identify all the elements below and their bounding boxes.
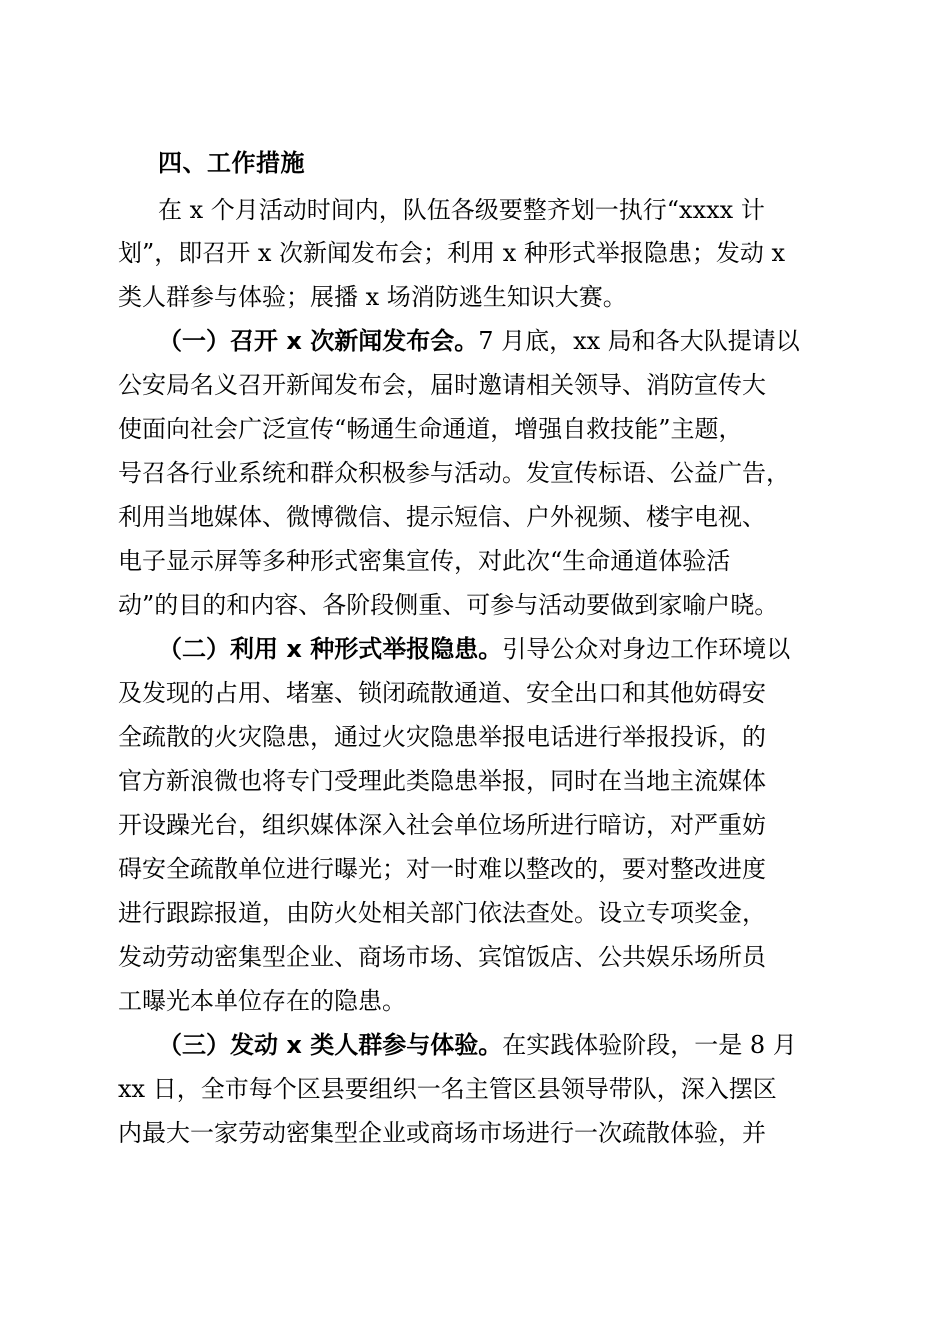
section2-first-line bbox=[158, 634, 790, 664]
paragraph-line: 号召各行业系统和群众积极参与活动。发宣传标语、公益广告， bbox=[118, 459, 790, 487]
paragraph-line: 工曝光本单位存在的隐患。 bbox=[118, 987, 406, 1015]
section3-first-line bbox=[158, 1030, 797, 1060]
paragraph-line: 发动劳动密集型企业、商场市场、宾馆饭店、公共娱乐场所员 bbox=[118, 943, 766, 971]
paragraph-line: 划”，即召开 x 次新闻发布会；利用 x 种形式举报隐患；发动 x bbox=[118, 239, 786, 267]
paragraph-line: 碍安全疏散单位进行曝光；对一时难以整改的，要对整改进度 bbox=[118, 855, 766, 883]
paragraph-line: 利用当地媒体、微博微信、提示短信、户外视频、楼宇电视、 bbox=[118, 503, 766, 531]
paragraph-line: 全疏散的火灾隐患，通过火灾隐患举报电话进行举报投诉，的 bbox=[118, 723, 766, 751]
section1-first-line bbox=[158, 326, 800, 356]
paragraph-line: 开设躁光台，组织媒体深入社会单位场所进行暗访，对严重妨 bbox=[118, 811, 766, 839]
paragraph-line: 公安局名义召开新闻发布会，届时邀请相关领导、消防宣传大 bbox=[118, 371, 766, 399]
paragraph-line: 及发现的占用、堵塞、锁闭疏散通道、安全出口和其他妨碍安 bbox=[118, 679, 766, 707]
section-heading: 四、工作措施 bbox=[158, 149, 305, 177]
paragraph-line: 进行跟踪报道，由防火处相关部门依法查处。设立专项奖金， bbox=[118, 899, 766, 927]
paragraph-line: xx 日，全市每个区县要组织一名主管区县领导带队，深入摆区 bbox=[118, 1075, 777, 1103]
paragraph-line: 使面向社会广泛宣传“畅通生命通道，增强自救技能”主题， bbox=[118, 415, 743, 443]
paragraph-line: 内最大一家劳动密集型企业或商场市场进行一次疏散体验，并 bbox=[118, 1119, 766, 1147]
section3-lead: （三）发动 x 类人群参与体验。 bbox=[158, 1031, 503, 1059]
paragraph-line: 动”的目的和内容、各阶段侧重、可参与活动要做到家喻户晓。 bbox=[118, 591, 779, 619]
paragraph-line: 在 x 个月活动时间内，队伍各级要整齐划一执行“xxxx 计 bbox=[158, 196, 765, 224]
section2-first-line-rest: 引导公众对身边工作环境以 bbox=[502, 635, 791, 663]
section2-lead: （二）利用 x 种形式举报隐患。 bbox=[158, 635, 503, 663]
section1-lead: （一）召开 x 次新闻发布会。 bbox=[158, 327, 479, 355]
section3-first-line-rest: 在实践体验阶段，一是 8 月 bbox=[502, 1031, 797, 1059]
paragraph-line: 类人群参与体验；展播 x 场消防逃生知识大赛。 bbox=[118, 283, 627, 311]
section1-first-line-rest: 7 月底，xx 局和各大队提请以 bbox=[478, 327, 800, 355]
paragraph-line: 电子显示屏等多种形式密集宣传，对此次“生命通道体验活 bbox=[118, 547, 731, 575]
paragraph-line: 官方新浪微也将专门受理此类隐患举报，同时在当地主流媒体 bbox=[118, 767, 766, 795]
